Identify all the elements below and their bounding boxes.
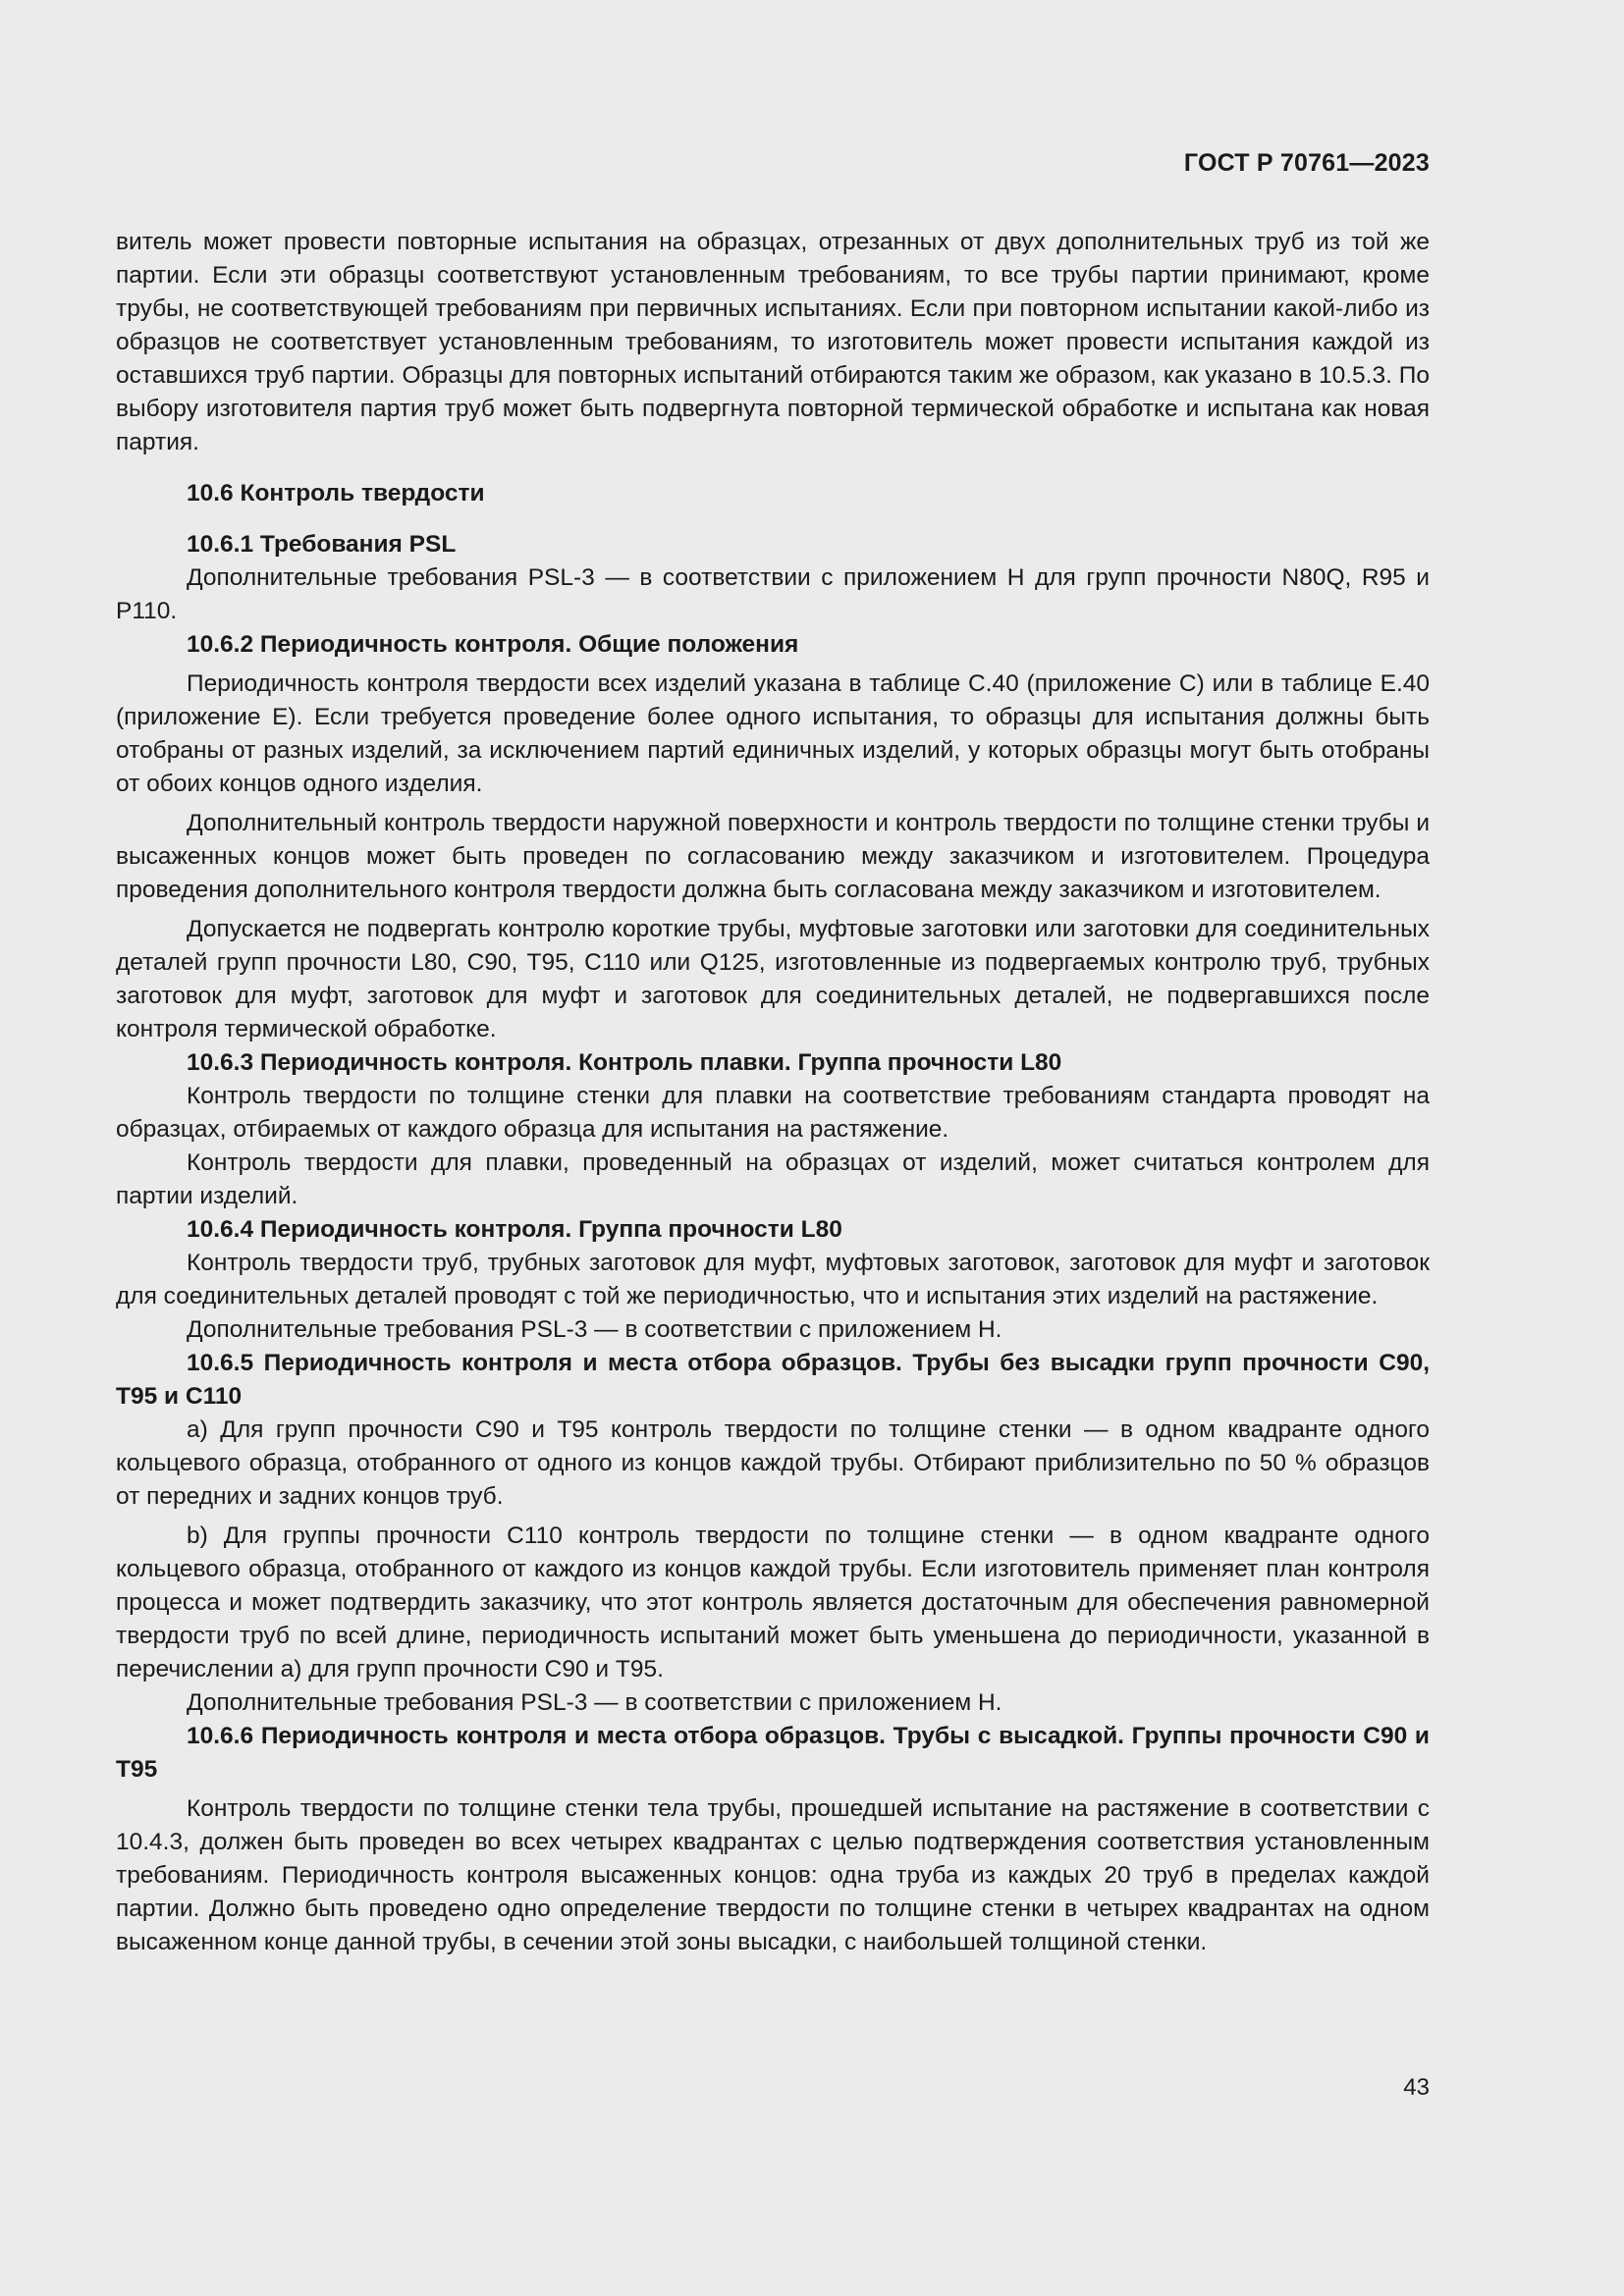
paragraph-intro: витель может провести повторные испытания на образцах, отрезанных от двух дополнительных труб из той же партии. Если эти образцы соответствуют установленным требованиям, то все трубы партии принимают, кроме трубы, не соответствующей требованиям при первичных испытаниях. Если при повторном испытании какой-либо из образцов не соответствует установленным требованиям, то изготовитель может провести испытания каждой из оставшихся труб партии. Образцы для повторных испытаний отбираются таким же образом, как указано в 10.5.3. По выбору изготовителя партия труб может быть подвергнута повторной термической обработке и испытана как новая партия. [116,229,1430,455]
section-heading-10-6-5: 10.6.5 Периодичность контроля и места отбора образцов. Трубы без высадки групп прочности C90, T95 и C110 [116,1350,1430,1410]
paragraph-10-6-1: Дополнительные требования PSL-3 — в соответствии с приложением Н для групп прочности N80Q, R95 и P110. [116,564,1430,624]
paragraph-10-6-3-a: Контроль твердости по толщине стенки для плавки на соответствие требованиям стандарта проводят на образцах, отбираемых от каждого образца для испытания на растяжение. [116,1083,1430,1143]
paragraph-10-6-2-c: Допускается не подвергать контролю короткие трубы, муфтовые заготовки или заготовки для соединительных деталей групп прочности L80, C90, T95, C110 или Q125, изготовленные из подвергаемых контролю труб, трубных заготовок для муфт, заготовок для муфт и заготовок для соединительных деталей, не подвергавшихся после контроля термической обработке. [116,916,1430,1042]
section-heading-10-6-4: 10.6.4 Периодичность контроля. Группа прочности L80 [187,1216,842,1243]
section-heading-10-6: 10.6 Контроль твердости [187,480,485,507]
paragraph-10-6-2-a: Периодичность контроля твердости всех изделий указана в таблице С.40 (приложение С) или в таблице Е.40 (приложение Е). Если требуется проведение более одного испытания, то образцы для испытания должны быть отобраны от разных изделий, за исключением партий единичных изделий, у которых образцы могут быть отобраны от обоих концов одного изделия. [116,670,1430,797]
page-number: 43 [1403,2074,1430,2101]
paragraph-10-6-4-b: Дополнительные требования PSL-3 — в соответствии с приложением Н. [187,1316,1002,1343]
list-item-a: a) Для групп прочности C90 и T95 контроль твердости по толщине стенки — в одном квадранте одного кольцевого образца, отобранного от одного из концов каждой трубы. Отбирают приблизительно по 50 % образцов от передних и задних концов труб. [116,1416,1430,1510]
section-heading-10-6-2: 10.6.2 Периодичность контроля. Общие положения [187,631,799,658]
page-body [116,226,1430,1959]
paragraph-10-6-4-a: Контроль твердости труб, трубных заготовок для муфт, муфтовых заготовок, заготовок для муфт и заготовок для соединительных деталей проводят с той же периодичностью, что и испытания этих изделий на растяжение. [116,1250,1430,1309]
section-heading-10-6-3: 10.6.3 Периодичность контроля. Контроль плавки. Группа прочности L80 [187,1049,1062,1076]
paragraph-10-6-5-c: Дополнительные требования PSL-3 — в соответствии с приложением Н. [187,1689,1002,1716]
paragraph-10-6-3-b: Контроль твердости для плавки, проведенный на образцах от изделий, может считаться контролем для партии изделий. [116,1149,1430,1209]
paragraph-10-6-2-b: Дополнительный контроль твердости наружной поверхности и контроль твердости по толщине стенки трубы и высаженных концов может быть проведен по согласованию между заказчиком и изготовителем. Процедура проведения дополнительного контроля твердости должна быть согласована между заказчиком и изготовителем. [116,810,1430,903]
section-heading-10-6-1: 10.6.1 Требования PSL [187,531,457,558]
section-heading-10-6-6: 10.6.6 Периодичность контроля и места отбора образцов. Трубы с высадкой. Группы прочности C90 и T95 [116,1723,1430,1783]
paragraph-10-6-6: Контроль твердости по толщине стенки тела трубы, прошедшей испытание на растяжение в соответствии с 10.4.3, должен быть проведен во всех четырех квадрантах с целью подтверждения соответствия установленным требованиям. Периодичность контроля высаженных концов: одна труба из каждых 20 труб в пределах каждой партии. Должно быть проведено одно определение твердости по толщине стенки в четырех квадрантах на одном высаженном конце данной трубы, в сечении этой зоны высадки, с наибольшей толщиной стенки. [116,1795,1430,1955]
list-item-b: b) Для группы прочности C110 контроль твердости по толщине стенки — в одном квадранте одного кольцевого образца, отобранного от каждого из концов каждой трубы. Если изготовитель применяет план контроля процесса и может подтвердить заказчику, что этот контроль является достаточным для обеспечения равномерной твердости труб по всей длине, периодичность испытаний может быть уменьшена до периодичности, указанной в перечислении а) для групп прочности C90 и T95. [116,1522,1430,1682]
standard-designation: ГОСТ Р 70761—2023 [1183,149,1430,177]
